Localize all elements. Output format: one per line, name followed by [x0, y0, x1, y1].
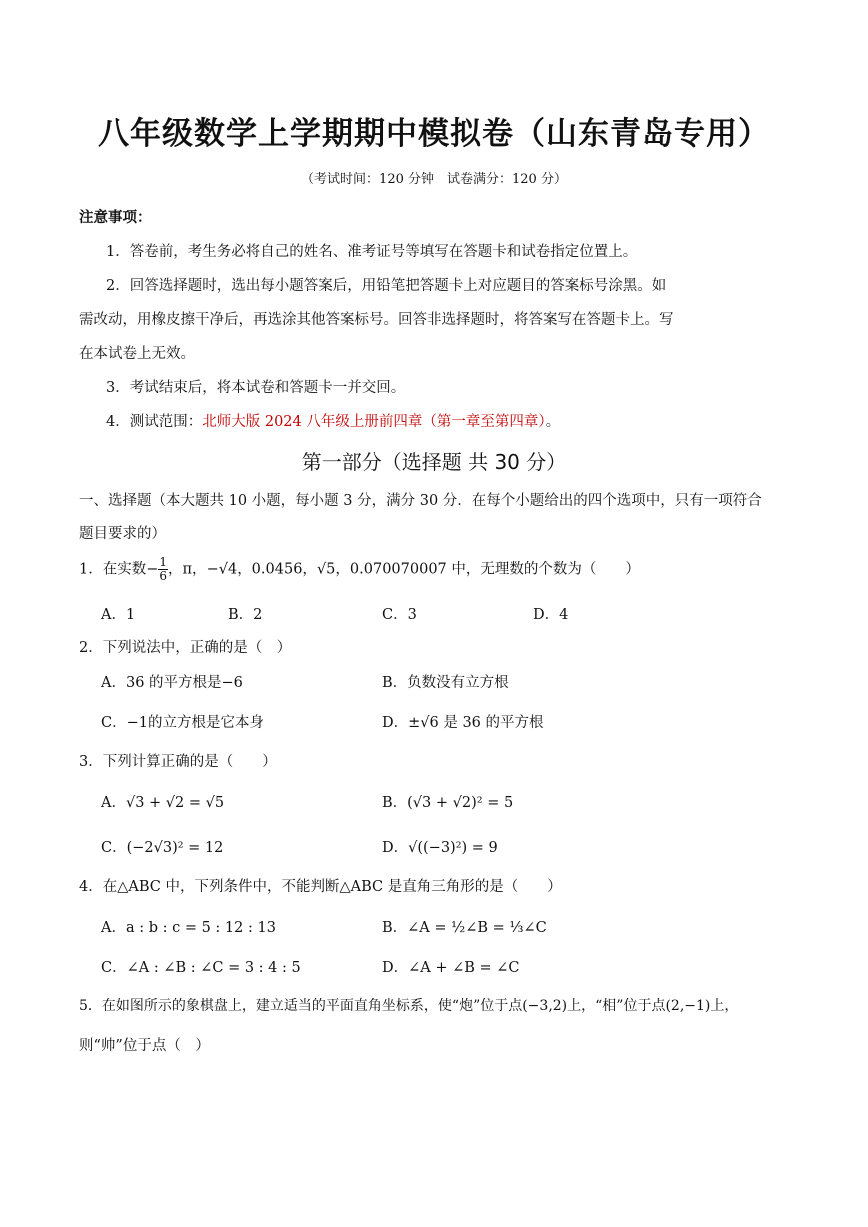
q4-option-d: D．∠A + ∠B = ∠C	[382, 960, 520, 976]
q1-option-c: C．3	[382, 607, 417, 623]
q4-option-b: B．∠A = ½∠B = ⅓∠C	[382, 920, 547, 936]
q1-option-d: D．4	[533, 607, 569, 623]
q3-option-d: D．√((−3)²) = 9	[382, 840, 498, 856]
notice-item-3: 3．考试结束后，将本试卷和答题卡一并交回。	[106, 380, 406, 396]
q3-option-a: A．√3 + √2 = √5	[101, 795, 225, 811]
notice-item-1: 1．答卷前，考生务必将自己的姓名、准考证号等填写在答题卡和试卷指定位置上。	[106, 244, 638, 260]
q1-minus: −	[146, 561, 159, 578]
exam-info: （考试时间：120 分钟 试卷满分：120 分）	[301, 172, 567, 187]
q3-option-b: B．(√3 + √2)² = 5	[382, 795, 514, 811]
notice-item-2-line-3: 在本试卷上无效。	[79, 346, 195, 362]
part-intro-line-2: 题目要求的）	[79, 526, 166, 542]
page-title: 八年级数学上学期期中模拟卷（山东青岛专用）	[98, 116, 770, 152]
section-title: 第一部分（选择题 共 30 分）	[301, 450, 567, 474]
q1-middle1: ，π，	[168, 561, 207, 578]
notice-heading: 注意事项：	[79, 210, 152, 226]
question-1-stem	[79, 556, 640, 583]
notice-item-4	[106, 410, 560, 431]
part-intro-line-1: 一、选择题（本大题共 10 小题，每小题 3 分，满分 30 分．在每个小题给出的四个选项中，只有一项符合	[79, 493, 762, 509]
q1-frac-den: 6	[159, 569, 168, 583]
q1-option-b: B．2	[228, 607, 263, 623]
q2-option-d: D．±√6 是 36 的平方根	[382, 715, 544, 731]
q2-option-a: A．36 的平方根是−6	[101, 675, 243, 691]
notice-item-2-line-1: 2．回答选择题时，选出每小题答案后，用铅笔把答题卡上对应题目的答案标号涂黑。如	[106, 278, 667, 294]
q2-option-c: C．−1的立方根是它本身	[101, 715, 264, 731]
question-5-line-2: 则“帅”位于点（ ）	[79, 1038, 210, 1054]
question-4-stem: 4．在△ABC 中，下列条件中，不能判断△ABC 是直角三角形的是（ ）	[79, 879, 562, 895]
q1-frac-num: 1	[159, 555, 168, 569]
q1-fraction	[158, 556, 168, 583]
notice-item-4-suffix: 。	[545, 414, 561, 430]
notice-item-2-line-2: 需改动，用橡皮擦干净后，再选涂其他答案标号。回答非选择题时，将答案写在答题卡上。写	[79, 312, 674, 328]
question-2-stem: 2．下列说法中，正确的是（ ）	[79, 640, 292, 656]
q3-option-c: C．(−2√3)² = 12	[101, 840, 224, 856]
notice-item-4-prefix: 4．测试范围：	[106, 414, 203, 430]
question-3-stem: 3．下列计算正确的是（ ）	[79, 754, 277, 770]
q4-option-a: A．a : b : c = 5 : 12 : 13	[101, 920, 276, 936]
q1-neg-sqrt4: −√4	[206, 561, 238, 578]
q4-option-c: C．∠A : ∠B : ∠C = 3 : 4 : 5	[101, 960, 301, 976]
q1-middle2: ，0.0456，	[237, 561, 317, 578]
question-5-line-1: 5．在如图所示的象棋盘上，建立适当的平面直角坐标系，使“炮”位于点(−3,2)上，“相”位于点(2,−1)上，	[79, 998, 739, 1014]
test-scope: 北师大版 2024 八年级上册前四章（第一章至第四章）	[202, 414, 546, 430]
q1-prefix: 1．在实数	[79, 561, 147, 578]
q2-option-b: B．负数没有立方根	[382, 675, 509, 691]
q1-sqrt5: √5	[316, 561, 336, 578]
q1-option-a: A．1	[101, 607, 136, 623]
q1-suffix: ，0.070070007 中，无理数的个数为（ ）	[335, 561, 640, 578]
